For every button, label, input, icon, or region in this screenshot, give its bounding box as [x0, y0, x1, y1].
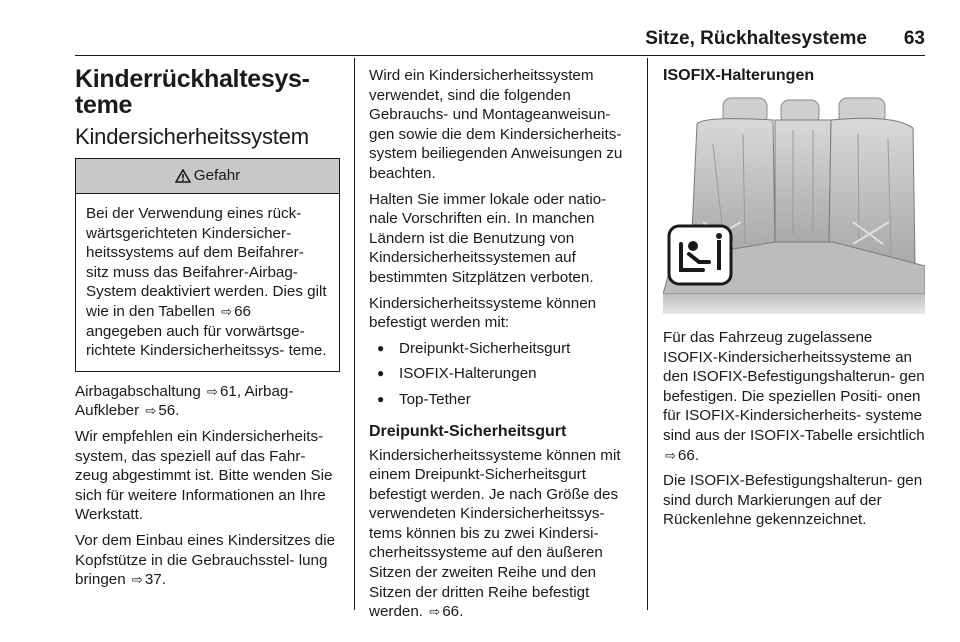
- text: .: [161, 571, 166, 589]
- paragraph: Wir empfehlen ein Kindersicherheits‑ system, das speziell auf das Fahr‑ zeug abgestimmt ist. Bitte wenden Sie sich für weitere Informationen an Ihre Werkstatt.: [75, 427, 333, 524]
- text: .: [459, 603, 464, 621]
- section-heading: Kindersicherheitssystem: [75, 124, 309, 149]
- column-divider-1: [354, 58, 355, 610]
- paragraph: [75, 531, 340, 590]
- reference-arrow-icon: ⇨: [207, 383, 218, 399]
- reference-arrow-icon: ⇨: [221, 303, 233, 319]
- reference-arrow-icon: ⇨: [665, 447, 676, 463]
- list-item: ● Top‑Tether: [369, 390, 637, 410]
- paragraph: Halten Sie immer lokale oder natio‑ nale Vorschriften ein. In manchen Ländern ist die Benutzung von Kindersicherheitssystemen auf bestimmten Sitzplätzen verboten.: [369, 190, 607, 286]
- bullet-list: [369, 339, 637, 410]
- list-item: ● ISOFIX‑Halterungen: [369, 364, 637, 384]
- isofix-child-seat-icon: [669, 226, 731, 284]
- text: , Airbag‑ Aufkleber: [75, 382, 294, 420]
- page-reference[interactable]: 61: [219, 382, 237, 400]
- column-divider-2: [647, 58, 648, 610]
- column-1: [75, 66, 340, 596]
- page-number: 63: [903, 28, 925, 49]
- danger-text: Bei der Verwendung eines rück‑ wärtsgerichteten Kindersicher‑ heitssystems auf dem Beifahrer‑ sitz muss das Beifahrer‑Airbag‑ System deaktiviert werden. Dies gilt wie in den Tabellen: [86, 205, 327, 320]
- chapter-heading: Kinderrückhaltesys‑ teme: [75, 65, 310, 119]
- paragraph: [663, 328, 927, 465]
- text: Kindersicherheitssysteme können mit einem Dreipunkt‑Sicherheitsgurt befestigt werden. Je nach Größe des verwendeten Kindersicherheitssys‑ tems können bis zu zwei Kindersi‑ cherheitssysteme auf den äußeren Sitzen der zweiten Reihe und den Sitzen der dritten Reihe befestigt werden.: [369, 446, 621, 621]
- text: Airbagabschaltung: [75, 382, 201, 400]
- reference-arrow-icon: ⇨: [145, 403, 157, 419]
- page-reference[interactable]: 66: [677, 446, 695, 464]
- paragraph: [75, 382, 340, 421]
- text: .: [694, 446, 700, 464]
- column-3: [663, 66, 927, 536]
- danger-text-2: angegeben auch für vorwärtsge‑ richtete Kindersicherheitssys‑ teme.: [86, 322, 327, 360]
- text: Vor dem Einbau eines Kindersitzes die Kopfstütze in die Gebrauchsstel‑ lung bringen: [75, 531, 336, 589]
- header-rule: [75, 55, 925, 56]
- text: Für das Fahrzeug zugelassene ISOFIX‑Kindersicherheitssysteme an den ISOFIX‑Befestigungshalterun‑ gen befestigen. Die speziellen Positi‑ onen für ISOFIX‑Kindersicherheits‑ systeme sind aus der ISOFIX‑Tabelle ersichtlich: [663, 329, 925, 444]
- isofix-seat-illustration: [663, 94, 925, 314]
- paragraph: Kindersicherheitssysteme können befestigt werden mit:: [369, 294, 597, 332]
- danger-title: Gefahr: [193, 167, 241, 185]
- subsection-heading: Dreipunkt‑Sicherheitsgurt: [369, 422, 567, 440]
- reference-arrow-icon: ⇨: [429, 604, 441, 620]
- paragraph: [369, 446, 637, 622]
- page-reference[interactable]: 66: [234, 302, 251, 320]
- page-reference[interactable]: 56: [158, 402, 176, 420]
- subsection-heading: ISOFIX‑Halterungen: [663, 67, 815, 84]
- paragraph: Die ISOFIX‑Befestigungshalterun‑ gen sind durch Markierungen auf der Rückenlehne gekennzeichnet.: [663, 472, 923, 529]
- danger-box: [75, 158, 340, 372]
- page-reference[interactable]: 37: [144, 571, 162, 589]
- page-reference[interactable]: 66: [442, 603, 460, 621]
- section-title: Sitze, Rückhaltesysteme: [645, 28, 867, 49]
- seat-drawing: [663, 94, 925, 314]
- paragraph: Wird ein Kindersicherheitssystem verwendet, sind die folgenden Gebrauchs‑ und Montageanweisun‑ gen sowie die dem Kindersicherheits‑ system beiliegenden Anweisungen zu beachten.: [369, 67, 623, 182]
- danger-body: [76, 194, 339, 371]
- column-2: [369, 66, 637, 628]
- page-header: [75, 28, 925, 54]
- list-item: ● Dreipunkt‑Sicherheitsgurt: [369, 339, 637, 359]
- reference-arrow-icon: ⇨: [131, 572, 143, 588]
- warning-triangle-icon: [175, 169, 191, 183]
- text: .: [175, 402, 180, 420]
- danger-header: [76, 159, 339, 194]
